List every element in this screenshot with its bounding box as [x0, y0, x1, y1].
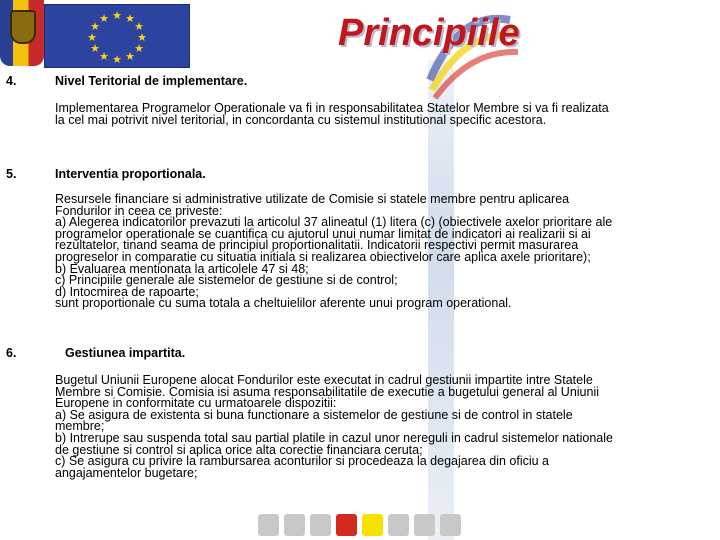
section-number: 4.	[6, 74, 17, 88]
body-line: c) Principiile generale ale sistemelor de gestiune si de control;	[55, 273, 398, 288]
body-line: rezultatelor, tinand seama de principiul proportionalitatii. Indicatorii respectivi permit masurarea	[55, 238, 579, 253]
crest-icon	[10, 10, 36, 44]
romania-coat-of-arms-logo	[0, 0, 44, 66]
grey-square	[388, 514, 409, 536]
svg-text:★: ★	[99, 12, 109, 25]
svg-text:★: ★	[90, 42, 100, 55]
body-line: a) Se asigura de existenta si buna functionare a sistemelor de gestiune si de control in statele	[55, 407, 573, 422]
body-line: membre;	[55, 419, 105, 434]
grey-square	[414, 514, 435, 536]
svg-text:★: ★	[90, 20, 100, 33]
section-heading: Nivel Teritorial de implementare.	[55, 74, 248, 88]
section-body	[55, 194, 715, 310]
page-title: Principiile	[338, 12, 520, 54]
svg-text:★: ★	[112, 53, 122, 66]
body-line: b) Evaluarea mentionata la articolele 47 si 48;	[55, 261, 309, 276]
body-line: Resursele financiare si administrative utilizate de Comisie si statele membre pentru aplicarea	[55, 192, 570, 206]
red-square	[336, 514, 357, 536]
body-line: d) Intocmirea de rapoarte;	[55, 284, 199, 299]
body-line: sunt proportionale cu suma totala a cheltuielilor aferente unui program operational.	[55, 296, 512, 311]
section-heading: Interventia proportionala.	[55, 167, 206, 181]
body-line: la cel mai potrivit nivel teritorial, in concordanta cu sistemul institutional specific acestora.	[55, 112, 547, 127]
section-number: 6.	[6, 346, 17, 360]
body-line: Membre si Comisie. Comisia isi asuma responsabilitatile de executie a bugetului general al Uniunii	[55, 384, 600, 399]
section-body	[55, 375, 715, 479]
body-line: b) Intrerupe sau suspenda total sau partial platile in cazul unor nereguli in cadrul sistemelor nationale	[55, 430, 613, 445]
grey-square	[440, 514, 461, 536]
grey-square	[258, 514, 279, 536]
body-line: de gestiune si control si aplica orice alta corectie financiara ceruta;	[55, 442, 423, 457]
svg-text:★: ★	[134, 20, 144, 33]
decorative-squares	[258, 514, 461, 536]
svg-text:★: ★	[87, 31, 97, 44]
body-line: Europene in conformitate cu urmatoarele dispozitii:	[55, 396, 337, 411]
svg-text:★: ★	[137, 31, 147, 44]
body-line: Implementarea Programelor Operationale va fi in responsabilitatea Statelor Membre si va fi realizata	[55, 101, 609, 115]
eu-flag-logo	[44, 4, 190, 68]
svg-text:★: ★	[112, 9, 122, 22]
body-line: progreselor in comparatie cu situatia initiala si realizarea obiectivelor care aplica axele prioritare);	[55, 249, 591, 264]
eu-stars-icon	[45, 5, 189, 67]
grey-square	[310, 514, 331, 536]
yellow-square	[362, 514, 383, 536]
body-line: programelor operationale se cuantifica cu ajutorul unui numar limitat de indicatori ai realizarii si ai	[55, 226, 591, 241]
body-line: Fondurilor in ceea ce priveste:	[55, 203, 223, 218]
body-line: a) Alegerea indicatorilor prevazuti la articolul 37 alineatul (1) litera (c) (obiectivele axelor prioritare ale	[55, 215, 613, 230]
body-line: c) Se asigura cu privire la rambursarea aconturilor si procedeaza la degajarea din oficiu a	[55, 454, 550, 469]
svg-text:★: ★	[134, 42, 144, 55]
body-line: angajamentelor bugetare;	[55, 465, 198, 480]
svg-text:★: ★	[125, 50, 135, 63]
section-number: 5.	[6, 167, 17, 181]
grey-square	[284, 514, 305, 536]
section-heading: Gestiunea impartita.	[65, 346, 186, 360]
svg-text:★: ★	[125, 12, 135, 25]
svg-text:★: ★	[99, 50, 109, 63]
body-line: Bugetul Uniunii Europene alocat Fondurilor este executat in cadrul gestiunii impartite intre Statele	[55, 373, 593, 387]
section-body	[55, 103, 715, 126]
